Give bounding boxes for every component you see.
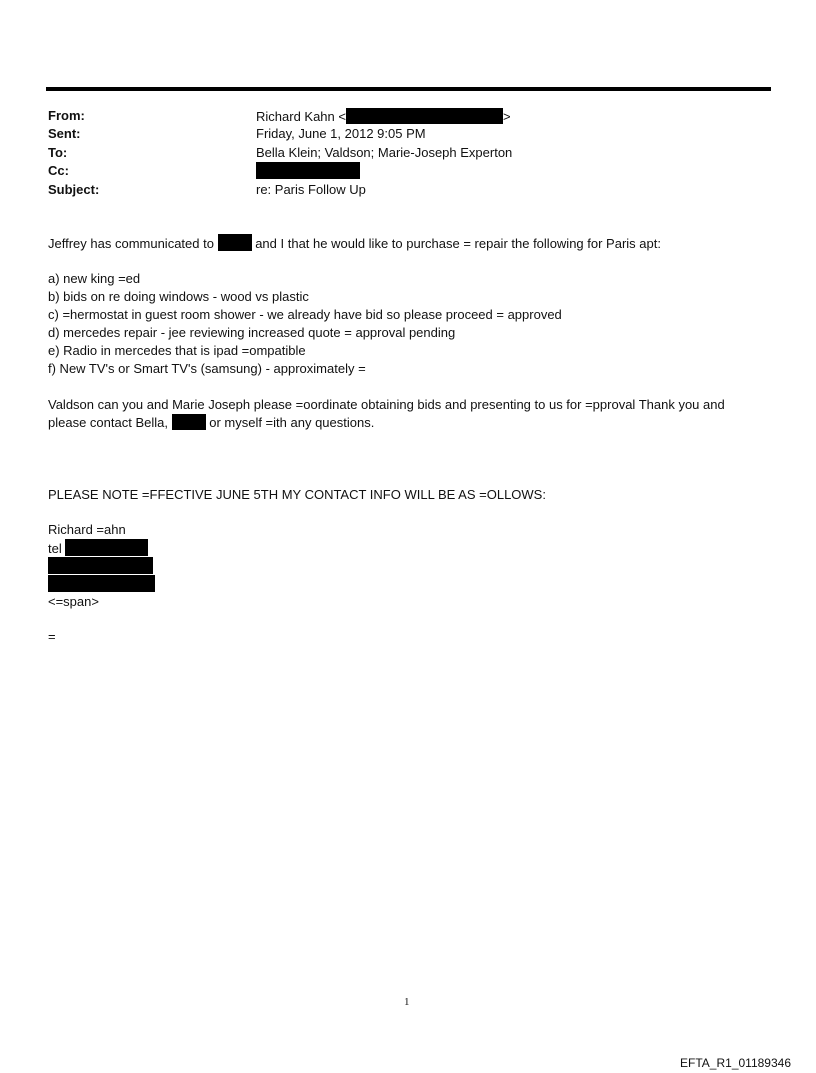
signature-name: Richard =ahn	[48, 522, 126, 537]
document-id: EFTA_R1_01189346	[680, 1056, 791, 1070]
redacted-line	[48, 575, 155, 593]
redacted-line	[48, 557, 155, 575]
request-line-1: Valdson can you and Marie Joseph please =oordinate obtaining bids and presenting to us for =pproval Thank you and	[48, 397, 725, 412]
subject-label: Subject:	[48, 182, 100, 197]
request-line-2	[48, 414, 725, 432]
subject-value: re: Paris Follow Up	[256, 182, 366, 197]
intro-text-b: and I that he would like to purchase = repair the following for Paris apt:	[255, 236, 661, 251]
to-label: To:	[48, 145, 68, 160]
list-item: b) bids on re doing windows - wood vs plastic	[48, 289, 309, 304]
signature-block	[48, 521, 155, 611]
page-number: 1	[404, 996, 410, 1008]
list-item: a) new king =ed	[48, 271, 141, 286]
request-text-a: please contact Bella,	[48, 415, 168, 430]
cc-value	[256, 162, 360, 179]
redaction-box	[48, 575, 155, 592]
list-item: e) Radio in mercedes that is ipad =ompatible	[48, 343, 306, 358]
from-name: Richard Kahn <	[256, 109, 346, 124]
cc-label: Cc:	[48, 163, 69, 178]
redaction-box	[256, 162, 360, 179]
redaction-box	[65, 539, 148, 556]
redaction-box	[172, 414, 206, 430]
redaction-box	[48, 557, 153, 574]
redaction-box	[218, 234, 252, 251]
sent-value: Friday, June 1, 2012 9:05 PM	[256, 126, 426, 141]
list-item: c) =hermostat in guest room shower - we already have bid so please proceed = approved	[48, 307, 562, 322]
list-item: f) New TV's or Smart TV's (samsung) - approximately =	[48, 361, 366, 376]
item-list	[48, 270, 562, 378]
request-paragraph	[48, 396, 725, 432]
request-text-b: or myself =ith any questions.	[209, 415, 375, 430]
list-item: d) mercedes repair - jee reviewing increased quote = approval pending	[48, 325, 456, 340]
from-value	[256, 108, 511, 124]
from-label: From:	[48, 108, 85, 123]
span-artifact: <=span>	[48, 594, 99, 609]
redaction-box	[346, 108, 503, 124]
notice-line: PLEASE NOTE =FFECTIVE JUNE 5TH MY CONTACT INFO WILL BE AS =OLLOWS:	[48, 487, 546, 502]
intro-paragraph	[48, 234, 661, 253]
trailing-equals: =	[48, 629, 56, 644]
intro-text-a: Jeffrey has communicated to	[48, 236, 214, 251]
sent-label: Sent:	[48, 126, 81, 141]
tel-label: tel	[48, 541, 62, 556]
header-rule	[46, 87, 771, 91]
from-close: >	[502, 109, 511, 124]
to-value: Bella Klein; Valdson; Marie-Joseph Experton	[256, 145, 513, 160]
signature-tel	[48, 539, 155, 557]
